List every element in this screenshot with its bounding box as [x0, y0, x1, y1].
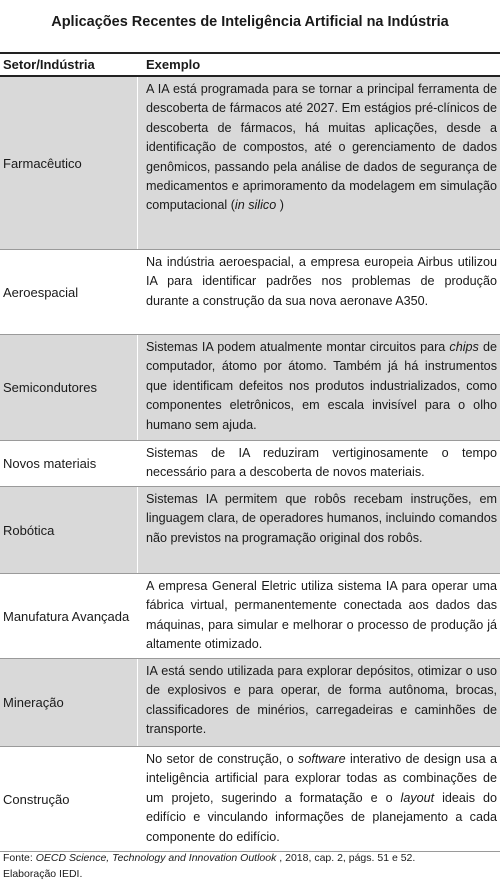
row-sector: Construção — [0, 747, 138, 851]
row-example: A empresa General Eletric utiliza sistema IA para operar uma fábrica virtual, permanentemente conectada aos dados das máquinas, para simular e melhorar o processo de produção já altamente otimizado. — [146, 579, 497, 652]
header-example: Exemplo — [146, 57, 201, 72]
row-example: Sistemas IA podem atualmente montar circuitos para chips de computador, átomo por átomo. Também já há instrumentos que identificam defeitos nos produtos industrializados, como componentes eletrônicos, em escala invisível para o olho humano sem ajuda. — [138, 335, 500, 440]
row-example: No setor de construção, o software interativo de design usa a inteligência artificial para explorar todas as combinações de um projeto, sugerindo a formatação e o layout ideais do edifício e vinculando informações de planejamento a cada componente do edifício. — [146, 752, 497, 844]
table-row — [0, 335, 500, 441]
table-row — [0, 659, 500, 747]
table-header — [0, 54, 500, 77]
table-row — [0, 77, 500, 250]
row-sector: Farmacêutico — [0, 77, 138, 249]
row-example: Na indústria aeroespacial, a empresa europeia Airbus utilizou IA para identificar padrões nos problemas de produção durante a construção da sua nova aeronave A350. — [146, 255, 497, 308]
row-example: A IA está programada para se tornar a principal ferramenta de descoberta de fármacos até 2027. Em estágios pré-clínicos de descoberta de fármacos, há muitas aplicações, desde a identificação de compostos, até o gerenciamento de dados genômicos, passando pela análise de dados de segurança de medicamentos e aprimoramento da modelagem em simulação computacional (in silico ) — [138, 77, 500, 249]
table-row — [0, 574, 500, 659]
row-sector: Robótica — [0, 487, 138, 573]
credit-line: Elaboração IEDI. — [3, 868, 83, 880]
row-sector: Mineração — [0, 659, 138, 746]
row-sector: Semicondutores — [0, 335, 138, 440]
source-line: Fonte: OECD Science, Technology and Innovation Outlook , 2018, cap. 2, págs. 51 e 52. — [3, 852, 416, 864]
table-row — [0, 487, 500, 574]
header-sector: Setor/Indústria — [3, 57, 95, 72]
source-note — [3, 850, 497, 882]
row-sector: Aeroespacial — [0, 250, 138, 334]
table-title: Aplicações Recentes de Inteligência Artificial na Indústria — [51, 14, 449, 30]
row-example: Sistemas IA permitem que robôs recebam instruções, em linguagem clara, de operadores humanos, incluindo comandos não previstos na programação original dos robôs. — [138, 487, 500, 573]
table-row — [0, 441, 500, 487]
row-sector: Manufatura Avançada — [0, 574, 138, 658]
applications-table — [0, 52, 500, 852]
row-sector: Novos materiais — [0, 441, 138, 486]
table-row — [0, 747, 500, 852]
table-row — [0, 250, 500, 335]
row-example: IA está sendo utilizada para explorar depósitos, otimizar o uso de explosivos e para operar, de forma autônoma, brocas, classificadores de minérios, carregadeiras e caminhões de transporte. — [138, 659, 500, 746]
row-example: Sistemas de IA reduziram vertiginosamente o tempo necessário para a descoberta de novos materiais. — [146, 446, 497, 480]
